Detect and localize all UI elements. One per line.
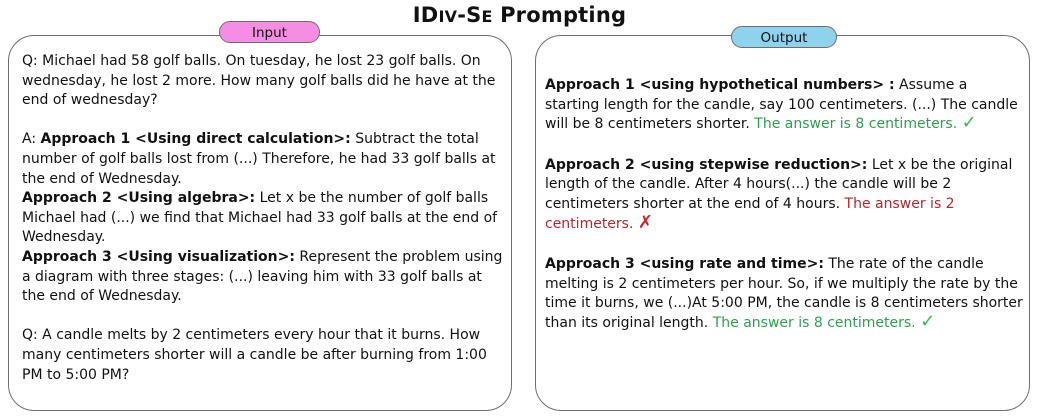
input-text xyxy=(22,52,508,385)
input-approach-3 xyxy=(22,248,508,307)
approach-text: Represent the problem using a diagram with three stages: (...) leaving him with 33 golf balls at the end of Wednesday. xyxy=(22,248,503,305)
approach-text: Let x be the number of golf balls Michael had (...) we find that Michael had 33 golf balls at the end of Wednesday. xyxy=(22,190,498,246)
cross-icon: ✗ xyxy=(637,211,653,233)
answer-correct: The answer is 8 centimeters. xyxy=(754,116,958,133)
approach-label: Approach 2 <using stepwise reduction>: xyxy=(545,156,868,173)
title-part: IV xyxy=(438,7,458,26)
output-approach-3 xyxy=(545,255,1023,333)
title-part: Prompting xyxy=(492,3,627,27)
approach-label: Approach 1 <using hypothetical numbers> : xyxy=(545,77,895,93)
title-part: E xyxy=(481,7,493,26)
input-tag: Input xyxy=(219,21,320,43)
input-question-2: Q: A candle melts by 2 centimeters every hour that it burns. How many centimeters shorter will a candle be after burning from 1:00 PM to 5:00 PM? xyxy=(22,327,487,383)
output-approach-1 xyxy=(545,76,1023,135)
check-icon: ✓ xyxy=(961,112,977,134)
check-icon: ✓ xyxy=(920,310,936,332)
input-question-1: Q: Michael had 58 golf balls. On tuesday, he lost 23 golf balls. On wednesday, he lost 2 more. How many golf balls did he have at the end of wednesday? xyxy=(22,53,496,109)
approach-label: Approach 2 <Using algebra>: xyxy=(22,190,256,207)
approach-text: The rate of the candle melting is 2 centimeters per hour. So, if we multiply the rate by the time it burns, we (...)At 5:00 PM, the candle is 8 centimeters shorter than its original length. xyxy=(545,256,1023,331)
input-approach-2 xyxy=(22,189,508,248)
answer-correct: The answer is 8 centimeters. xyxy=(712,314,916,331)
output-approach-2 xyxy=(545,156,1023,234)
approach-text: Let x be the original length of the candle. After 4 hours(...) the candle will be 2 centimeters shorter at the end of 4 hours. xyxy=(545,156,1013,212)
title-part: -S xyxy=(457,3,482,27)
output-tag: Output xyxy=(731,26,837,48)
approach-text: Subtract the total number of golf balls lost from (...) Therefore, he had 33 golf balls at the end of Wednesday. xyxy=(22,131,496,187)
approach-label: Approach 3 <using rate and time>: xyxy=(545,256,824,273)
approach-label: Approach 3 <Using visualization>: xyxy=(22,248,295,265)
answer-wrong: The answer is 2 centimeters. xyxy=(545,195,955,232)
approach-label: Approach 1 <Using direct calculation>: xyxy=(40,131,351,148)
approach-text: Assume a starting length for the candle, say 100 centimeters. (...) The candle will be 8 centimeters shorter. xyxy=(545,77,1018,133)
input-approach-1 xyxy=(22,130,508,189)
output-text xyxy=(545,76,1023,334)
diagram-title xyxy=(0,3,1039,27)
title-part: ID xyxy=(412,3,439,27)
answer-prefix: A: xyxy=(22,131,41,148)
